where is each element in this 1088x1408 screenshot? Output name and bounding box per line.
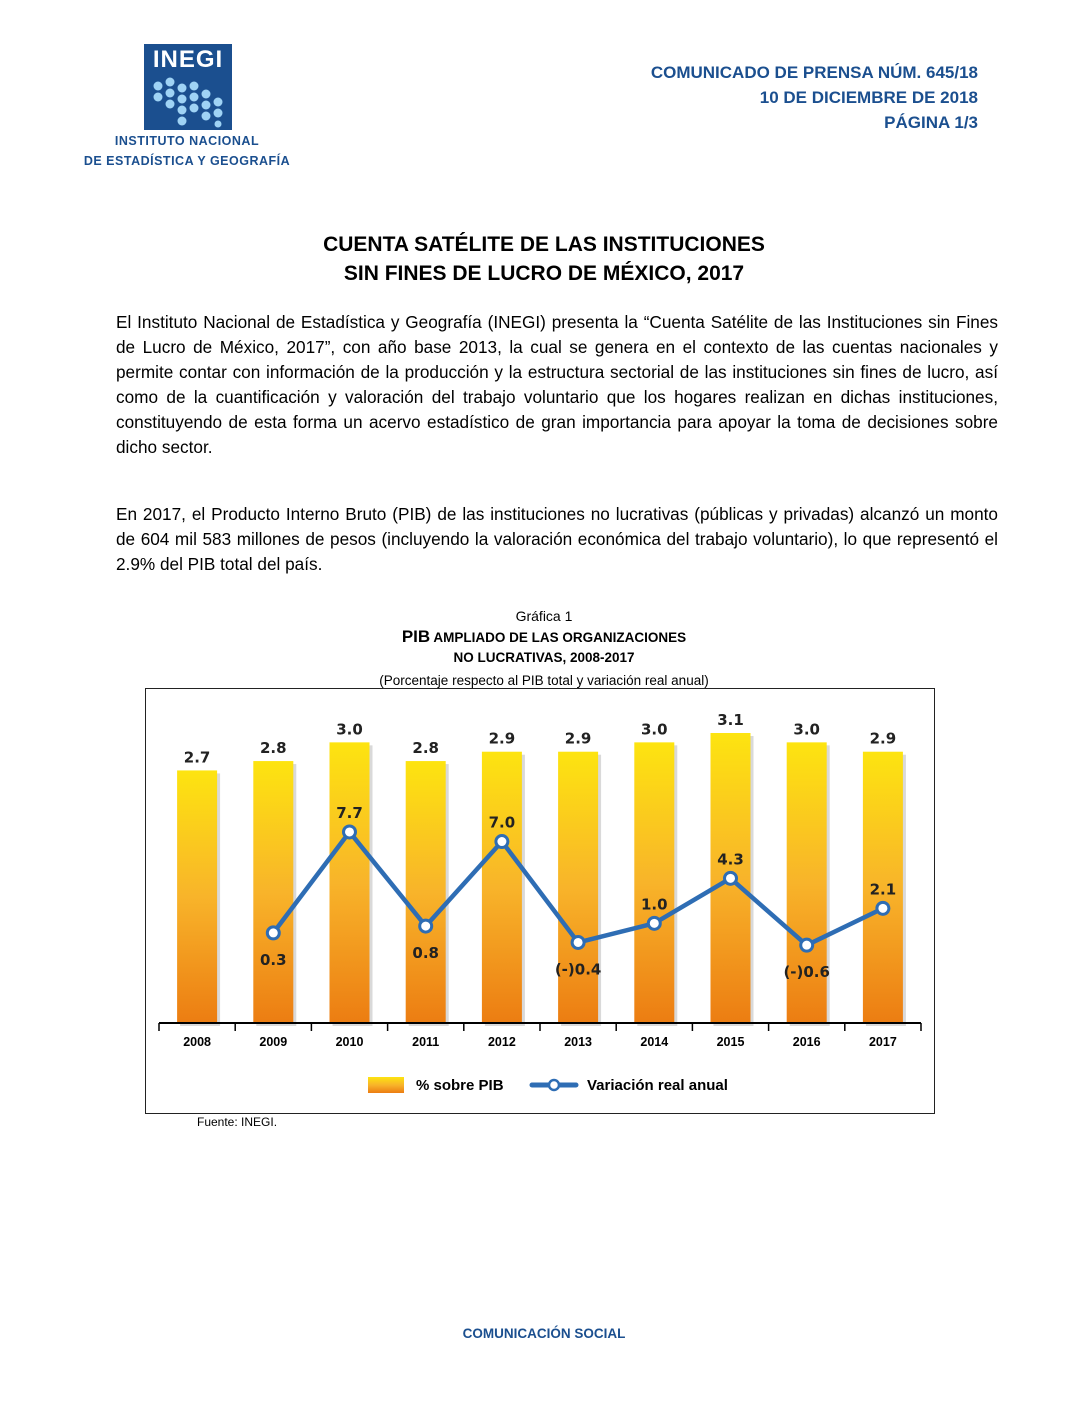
bar-label-2012: 2.9 xyxy=(488,729,516,748)
title-line-1: CUENTA SATÉLITE DE LAS INSTITUCIONES xyxy=(323,233,765,256)
pib-chart xyxy=(146,689,934,1113)
x-tick-label-2016: 2016 xyxy=(792,1035,821,1049)
x-tick-label-2014: 2014 xyxy=(640,1035,669,1049)
chart-label: Gráfica 1 xyxy=(515,608,573,624)
press-release-date: 10 DE DICIEMBRE DE 2018 xyxy=(759,88,978,107)
bar-label-2010: 3.0 xyxy=(336,720,363,739)
bar-2008 xyxy=(177,770,217,1023)
footer: COMUNICACIÓN SOCIAL xyxy=(462,1326,626,1341)
variation-point-2012 xyxy=(496,836,508,848)
bar-2010 xyxy=(330,742,370,1023)
paragraph-intro: El Instituto Nacional de Estadística y Geografía (INEGI) presenta la “Cuenta Satélite de las Instituciones sin Fines de Lucro de México, 2017”, con año base 2013, la cual se genera en el contexto de las cuentas nacionales y permite contar con información de la producción y la estructura sectorial de las instituciones sin fines de lucro, así como de la cuantificación y valoración del trabajo voluntario que los hogares realizan en dichas instituciones, constituyendo de esta forma un acervo estadístico de gran importancia para apoyar la toma de decisiones sobre dicho sector. xyxy=(116,312,998,457)
variation-point-2013 xyxy=(572,936,584,948)
x-tick-label-2015: 2015 xyxy=(716,1035,745,1049)
title-line-2: SIN FINES DE LUCRO DE MÉXICO, 2017 xyxy=(343,262,745,285)
inegi-logo xyxy=(72,44,302,174)
abacus-icon xyxy=(150,76,226,128)
bar-label-2008: 2.7 xyxy=(183,748,211,767)
variation-label-2009: 0.3 xyxy=(260,950,287,969)
variation-label-2015: 4.3 xyxy=(717,850,744,869)
logo-mark xyxy=(144,44,232,130)
chart-title-pib: PIB xyxy=(401,627,431,646)
chart-subtitle: (Porcentaje respecto al PIB total y variación real anual) xyxy=(379,673,709,688)
bar-label-2017: 2.9 xyxy=(869,729,897,748)
x-tick-label-2013: 2013 xyxy=(564,1035,593,1049)
legend-line-label: Variación real anual xyxy=(587,1077,728,1094)
legend-bar-swatch xyxy=(368,1077,404,1093)
bar-2012 xyxy=(482,752,522,1023)
variation-label-2017: 2.1 xyxy=(869,880,897,899)
variation-point-2017 xyxy=(877,902,889,914)
chart-source: Fuente: INEGI. xyxy=(197,1115,278,1129)
x-tick-label-2010: 2010 xyxy=(335,1035,364,1049)
logo-line-2: DE ESTADÍSTICA Y GEOGRAFÍA xyxy=(83,154,291,168)
bar-label-2016: 3.0 xyxy=(793,720,820,739)
legend-line-marker xyxy=(549,1080,559,1090)
variation-label-2016: (-)0.6 xyxy=(783,963,830,982)
chart-title-line-2: NO LUCRATIVAS, 2008-2017 xyxy=(453,650,635,665)
variation-label-2014: 1.0 xyxy=(641,895,668,914)
variation-point-2009 xyxy=(267,927,279,939)
x-tick-label-2012: 2012 xyxy=(487,1035,516,1049)
variation-label-2010: 7.7 xyxy=(336,803,363,822)
variation-point-2015 xyxy=(725,872,737,884)
variation-label-2011: 0.8 xyxy=(412,944,439,963)
bar-label-2014: 3.0 xyxy=(641,720,668,739)
x-tick-label-2017: 2017 xyxy=(868,1035,897,1049)
bar-2011 xyxy=(406,761,446,1023)
chart-title-rest: AMPLIADO DE LAS ORGANIZACIONES xyxy=(433,630,687,645)
press-release-number: COMUNICADO DE PRENSA NÚM. 645/18 xyxy=(650,63,978,82)
legend-bar-label: % sobre PIB xyxy=(416,1077,504,1094)
x-tick-label-2009: 2009 xyxy=(259,1035,288,1049)
variation-label-2012: 7.0 xyxy=(488,813,516,832)
variation-point-2011 xyxy=(420,920,432,932)
variation-point-2016 xyxy=(801,939,813,951)
x-tick-label-2008: 2008 xyxy=(183,1035,212,1049)
logo-line-1: INSTITUTO NACIONAL xyxy=(114,134,260,148)
x-tick-label-2011: 2011 xyxy=(412,1035,440,1049)
bar-label-2013: 2.9 xyxy=(564,729,592,748)
variation-point-2010 xyxy=(344,826,356,838)
paragraph-pib: En 2017, el Producto Interno Bruto (PIB) de las instituciones no lucrativas (públicas y privadas) alcanzó un monto de 604 mil 583 millones de pesos (incluyendo la valoración económica del trabajo voluntario), lo que representó el 2.9% del PIB total del país. xyxy=(116,504,998,574)
variation-point-2014 xyxy=(648,917,660,929)
chart-frame xyxy=(145,688,935,1114)
chart-title xyxy=(0,627,1088,668)
bar-label-2015: 3.1 xyxy=(717,711,744,729)
page-number: PÁGINA 1/3 xyxy=(884,113,978,132)
document-title xyxy=(0,230,1088,288)
press-release-header xyxy=(651,60,978,135)
bar-label-2011: 2.8 xyxy=(412,739,439,758)
bar-label-2009: 2.8 xyxy=(260,739,287,758)
logo-word: INEGI xyxy=(152,46,224,73)
bar-2014 xyxy=(634,742,674,1023)
bar-2009 xyxy=(253,761,293,1023)
bar-2013 xyxy=(558,752,598,1023)
variation-label-2013: (-)0.4 xyxy=(554,960,602,979)
chart-legend xyxy=(368,1077,728,1094)
